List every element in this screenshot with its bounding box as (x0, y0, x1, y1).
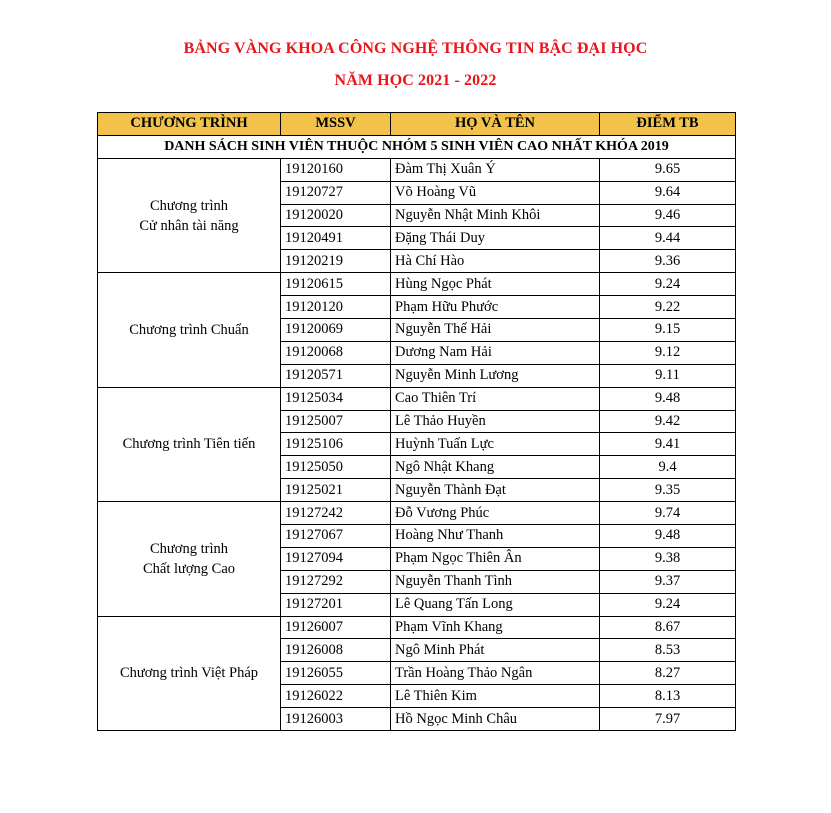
table-row (98, 616, 736, 639)
program-name-line: Chương trình (150, 197, 228, 214)
gpa-cell: 9.48 (600, 387, 736, 410)
gpa-cell: 8.53 (600, 639, 736, 662)
student-name-cell: Cao Thiên Trí (391, 387, 600, 410)
gpa-cell: 9.4 (600, 456, 736, 479)
gpa-cell: 9.41 (600, 433, 736, 456)
student-name-cell: Huỳnh Tuấn Lực (391, 433, 600, 456)
student-id-cell: 19125021 (281, 479, 391, 502)
subheader-cell: DANH SÁCH SINH VIÊN THUỘC NHÓM 5 SINH VIÊN CAO NHẤT KHÓA 2019 (98, 135, 736, 158)
gpa-cell: 9.12 (600, 341, 736, 364)
gpa-cell: 9.24 (600, 593, 736, 616)
program-cell (98, 158, 281, 272)
student-id-cell: 19126003 (281, 708, 391, 731)
student-id-cell: 19127292 (281, 570, 391, 593)
student-name-cell: Hà Chí Hào (391, 250, 600, 273)
gpa-cell: 9.42 (600, 410, 736, 433)
header-full-name: HỌ VÀ TÊN (391, 113, 600, 136)
student-name-cell: Dương Nam Hải (391, 341, 600, 364)
student-name-cell: Phạm Ngọc Thiên Ân (391, 547, 600, 570)
gpa-cell: 8.13 (600, 685, 736, 708)
student-id-cell: 19127242 (281, 502, 391, 525)
gpa-cell: 9.15 (600, 319, 736, 342)
table-row (98, 273, 736, 296)
student-id-cell: 19120160 (281, 158, 391, 181)
student-name-cell: Nguyễn Thanh Tình (391, 570, 600, 593)
student-id-cell: 19126008 (281, 639, 391, 662)
student-id-cell: 19125034 (281, 387, 391, 410)
student-name-cell: Hồ Ngọc Minh Châu (391, 708, 600, 731)
gpa-cell: 9.37 (600, 570, 736, 593)
student-name-cell: Lê Thảo Huyền (391, 410, 600, 433)
gpa-cell: 9.36 (600, 250, 736, 273)
gpa-cell: 8.67 (600, 616, 736, 639)
student-id-cell: 19120491 (281, 227, 391, 250)
program-cell (98, 387, 281, 501)
gpa-cell: 9.64 (600, 181, 736, 204)
student-id-cell: 19120571 (281, 364, 391, 387)
student-id-cell: 19126055 (281, 662, 391, 685)
student-name-cell: Hoàng Như Thanh (391, 525, 600, 548)
page-subtitle: NĂM HỌC 2021 - 2022 (334, 72, 497, 89)
program-name-line: Chương trình Tiên tiến (122, 436, 256, 453)
student-id-cell: 19126007 (281, 616, 391, 639)
student-name-cell: Hùng Ngọc Phát (391, 273, 600, 296)
student-id-cell: 19120120 (281, 296, 391, 319)
student-id-cell: 19125106 (281, 433, 391, 456)
student-id-cell: 19120727 (281, 181, 391, 204)
student-name-cell: Đỗ Vương Phúc (391, 502, 600, 525)
student-name-cell: Đặng Thái Duy (391, 227, 600, 250)
gpa-cell: 9.48 (600, 525, 736, 548)
gpa-cell: 9.65 (600, 158, 736, 181)
student-name-cell: Nguyễn Nhật Minh Khôi (391, 204, 600, 227)
student-id-cell: 19120219 (281, 250, 391, 273)
table-body (98, 135, 736, 730)
program-name-line: Chương trình (150, 540, 228, 557)
gpa-cell: 9.74 (600, 502, 736, 525)
header-program: CHƯƠNG TRÌNH (98, 113, 281, 136)
student-name-cell: Trần Hoàng Thảo Ngân (391, 662, 600, 685)
header-student-id: MSSV (281, 113, 391, 136)
program-cell (98, 502, 281, 616)
table-row (98, 158, 736, 181)
gpa-cell: 9.38 (600, 547, 736, 570)
table-row (98, 502, 736, 525)
student-id-cell: 19120069 (281, 319, 391, 342)
gpa-cell: 9.11 (600, 364, 736, 387)
subheader-row (98, 135, 736, 158)
student-id-cell: 19125007 (281, 410, 391, 433)
student-name-cell: Nguyễn Thành Đạt (391, 479, 600, 502)
gpa-cell: 9.35 (600, 479, 736, 502)
student-name-cell: Phạm Hữu Phước (391, 296, 600, 319)
student-id-cell: 19126022 (281, 685, 391, 708)
honor-roll-table (97, 112, 736, 731)
student-id-cell: 19127067 (281, 525, 391, 548)
header-row (98, 113, 736, 136)
program-name-line: Cử nhân tài năng (139, 217, 239, 234)
page-title: BẢNG VÀNG KHOA CÔNG NGHỆ THÔNG TIN BẬC ĐẠI HỌC (183, 40, 648, 57)
student-name-cell: Nguyễn Minh Lương (391, 364, 600, 387)
student-name-cell: Ngô Minh Phát (391, 639, 600, 662)
student-id-cell: 19125050 (281, 456, 391, 479)
student-id-cell: 19120615 (281, 273, 391, 296)
program-cell (98, 273, 281, 387)
table-row (98, 387, 736, 410)
student-id-cell: 19120020 (281, 204, 391, 227)
program-name-line: Chương trình Chuẩn (129, 321, 249, 338)
student-id-cell: 19120068 (281, 341, 391, 364)
gpa-cell: 9.24 (600, 273, 736, 296)
gpa-cell: 9.46 (600, 204, 736, 227)
gpa-cell: 9.44 (600, 227, 736, 250)
student-name-cell: Phạm Vĩnh Khang (391, 616, 600, 639)
gpa-cell: 8.27 (600, 662, 736, 685)
header-gpa: ĐIỂM TB (600, 113, 736, 136)
student-id-cell: 19127201 (281, 593, 391, 616)
program-name-line: Chất lượng Cao (142, 560, 236, 577)
student-name-cell: Ngô Nhật Khang (391, 456, 600, 479)
student-name-cell: Đàm Thị Xuân Ý (391, 158, 600, 181)
student-name-cell: Lê Quang Tấn Long (391, 593, 600, 616)
gpa-cell: 7.97 (600, 708, 736, 731)
program-name-line: Chương trình Việt Pháp (119, 665, 259, 682)
student-name-cell: Nguyễn Thế Hải (391, 319, 600, 342)
student-name-cell: Lê Thiên Kim (391, 685, 600, 708)
student-name-cell: Võ Hoàng Vũ (391, 181, 600, 204)
program-cell (98, 616, 281, 730)
gpa-cell: 9.22 (600, 296, 736, 319)
student-id-cell: 19127094 (281, 547, 391, 570)
